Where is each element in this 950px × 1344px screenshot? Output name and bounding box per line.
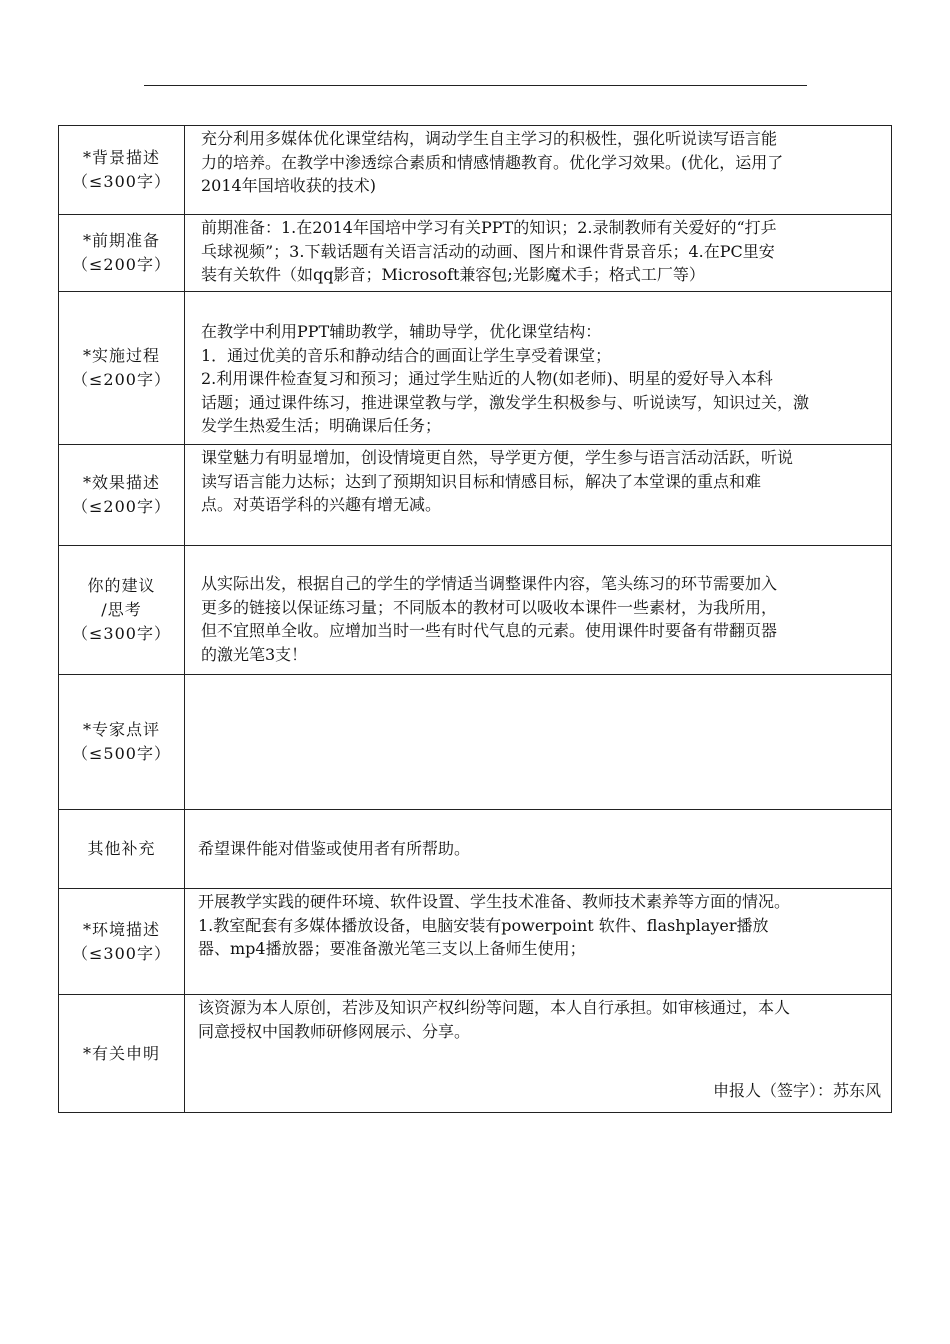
text-line: 点。对英语学科的兴趣有增无减。 — [201, 495, 442, 514]
content-declaration — [185, 995, 892, 1113]
text-line: 2014年国培收获的技术) — [201, 176, 376, 195]
label-environment — [59, 889, 185, 995]
signature-line: 申报人（签字）：苏东风 — [712, 1080, 881, 1100]
form-row-suggestion — [59, 546, 892, 675]
content-suggestion — [185, 546, 892, 675]
content-background — [185, 126, 892, 215]
label-declaration — [59, 995, 185, 1113]
text-line: 课堂魅力有明显增加，创设情境更自然，导学更方便，学生参与语言活动活跃，听说 — [201, 448, 794, 467]
label-line: 其他补充 — [87, 839, 156, 858]
label-implementation — [59, 292, 185, 445]
label-line: /思考 — [101, 600, 142, 619]
text-line: 1．通过优美的音乐和静动结合的画面让学生享受着课堂； — [201, 345, 612, 365]
label-suggestion — [59, 546, 185, 675]
text-line: 乓球视频”；3.下载话题有关语言活动的动画、图片和课件背景音乐；4.在PC里安 — [201, 241, 775, 261]
text-line: 1.教室配套有多媒体播放设备，电脑安装有powerpoint 软件、flashplayer播放 — [198, 915, 769, 935]
form-row-implementation — [59, 292, 892, 445]
label-line: *环境描述 — [82, 919, 160, 939]
label-limit: （≤300字） — [72, 172, 171, 191]
text-line: 发学生热爱生活；明确课后任务； — [201, 416, 442, 435]
text-line: 充分利用多媒体优化课堂结构，调动学生自主学习的积极性，强化听说读写语言能 — [201, 129, 778, 148]
label-expert-review — [59, 675, 185, 810]
text-line: 器、mp4播放器；要准备激光笔三支以上备师生使用； — [198, 939, 586, 958]
form-row-declaration — [59, 995, 892, 1113]
label-background — [59, 126, 185, 215]
label-line: *有关申明 — [82, 1043, 160, 1063]
label-limit: （≤500字） — [72, 744, 171, 763]
header-rule — [144, 85, 807, 86]
text-line: 前期准备：1.在2014年国培中学习有关PPT的知识；2.录制教师有关爱好的“打乒 — [201, 218, 777, 237]
text-line: 开展教学实践的硬件环境、软件设置、学生技术准备、教师技术素养等方面的情况。 — [198, 892, 791, 911]
label-other — [59, 810, 185, 889]
label-limit: （≤300字） — [72, 624, 171, 643]
label-line: *前期准备 — [82, 231, 160, 250]
form-row-environment — [59, 889, 892, 995]
label-line: *实施过程 — [82, 346, 160, 365]
label-limit: （≤200字） — [72, 497, 171, 516]
content-effect — [185, 445, 892, 546]
label-line: *专家点评 — [82, 720, 160, 739]
text-line: 力的培养。在教学中渗透综合素质和情感情趣教育。优化学习效果。(优化，运用了 — [201, 152, 784, 172]
label-limit: （≤200字） — [72, 255, 171, 274]
form-row-expert-review — [59, 675, 892, 810]
text-line: 但不宜照单全收。应增加当时一些有时代气息的元素。使用课件时要备有带翻页器 — [201, 621, 778, 640]
text-line: 装有关软件（如qq影音；Microsoft兼容包;光影魔术手；格式工厂等） — [201, 265, 705, 284]
form-row-background — [59, 126, 892, 215]
label-line: 你的建议 — [87, 576, 156, 595]
spacer — [198, 1043, 885, 1067]
label-limit: （≤300字） — [72, 943, 171, 963]
label-effect — [59, 445, 185, 546]
label-limit: （≤200字） — [72, 370, 171, 389]
text-line: 该资源为本人原创，若涉及知识产权纠纷等问题，本人自行承担。如审核通过，本人 — [198, 998, 791, 1017]
form-row-other — [59, 810, 892, 889]
form-row-effect — [59, 445, 892, 546]
label-preparation — [59, 215, 185, 292]
text-line: 2.利用课件检查复习和预习；通过学生贴近的人物(如老师)、明星的爱好导入本科 — [201, 369, 773, 388]
form-row-preparation — [59, 215, 892, 292]
label-line: *背景描述 — [82, 148, 160, 167]
text-line: 的激光笔3支！ — [201, 644, 308, 664]
content-environment — [185, 889, 892, 995]
content-other — [185, 810, 892, 889]
text-line: 更多的链接以保证练习量；不同版本的教材可以吸收本课件一些素材，为我所用， — [201, 597, 778, 617]
content-implementation — [185, 292, 892, 445]
label-line: *效果描述 — [82, 473, 160, 492]
text-line: 读写语言能力达标；达到了预期知识目标和情感目标，解决了本堂课的重点和难 — [201, 471, 762, 491]
text-line: 从实际出发，根据自己的学生的学情适当调整课件内容，笔头练习的环节需要加入 — [201, 574, 778, 593]
text-line: 希望课件能对借鉴或使用者有所帮助。 — [198, 839, 471, 859]
application-form-table — [58, 125, 892, 1113]
text-line: 在教学中利用PPT辅助教学，辅助导学，优化课堂结构： — [201, 322, 602, 341]
text-line: 同意授权中国教师研修网展示、分享。 — [198, 1021, 471, 1041]
content-expert-review — [185, 675, 892, 810]
text-line: 话题；通过课件练习，推进课堂教与学，激发学生积极参与、听说读写，知识过关，激 — [201, 392, 810, 412]
content-preparation — [185, 215, 892, 292]
